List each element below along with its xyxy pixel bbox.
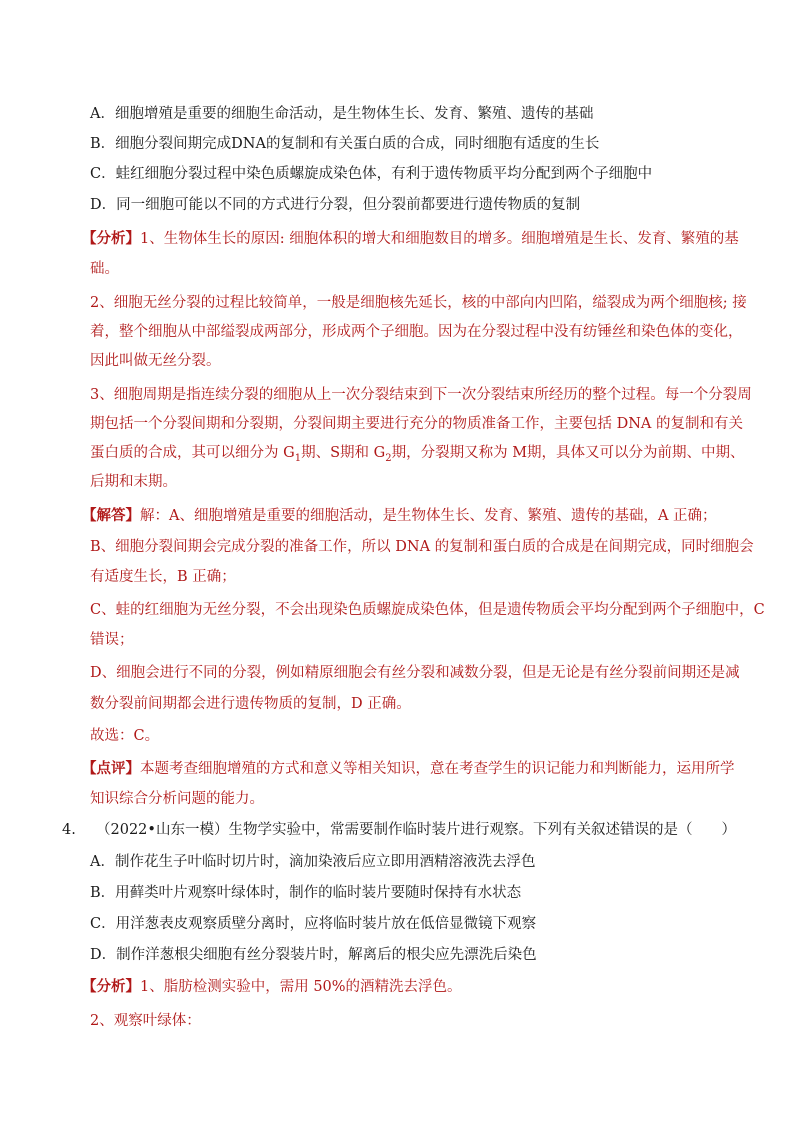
analysis-tag: 【分析】: [82, 978, 140, 995]
analysis-text: 1、脂肪检测实验中，需用 50%的酒精洗去浮色。: [140, 979, 462, 995]
answer-line: D、细胞会进行不同的分裂，例如精原细胞会有丝分裂和减数分裂，但是无论是有丝分裂前间期还是减: [90, 665, 740, 681]
text-span: 期、S期和 G: [301, 445, 386, 461]
analysis-2-paragraph: [82, 977, 742, 997]
prev-option-a: A．细胞增殖是重要的细胞生命活动，是生物体生长、发育、繁殖、遗传的基础: [90, 106, 594, 122]
text-span: 蛋白质的合成，其可以细分为 G: [90, 445, 295, 461]
analysis-line: 后期和末期。: [90, 474, 177, 490]
answer-text: 解：A、细胞增殖是重要的细胞活动，是生物体生长、发育、繁殖、遗传的基础，A 正确；: [140, 508, 717, 524]
question-option-a: A．制作花生子叶临时切片时，滴加染液后应立即用酒精溶液洗去浮色: [90, 854, 536, 870]
analysis-tag: 【分析】: [82, 230, 140, 247]
question-option-d: D．制作洋葱根尖细胞有丝分裂装片时，解离后的根尖应先漂洗后染色: [90, 947, 537, 963]
analysis-line: 2、观察叶绿体：: [90, 1013, 201, 1029]
question-stem: （2022•山东一模）生物学实验中，常需要制作临时装片进行观察。下列有关叙述错误的是（ ）: [96, 822, 736, 838]
prev-option-d: D．同一细胞可能以不同的方式进行分裂，但分裂前都要进行遗传物质的复制: [90, 197, 581, 213]
answer-choice: 故选：C。: [90, 728, 160, 744]
answer-tag: 【解答】: [82, 507, 140, 524]
answer-line: 有适度生长，B 正确；: [90, 569, 236, 585]
subscript: 1: [294, 452, 302, 464]
analysis-line: 础。: [90, 261, 119, 277]
analysis-paragraph-1: [82, 229, 742, 249]
question-option-b: B．用藓类叶片观察叶绿体时，制作的临时装片要随时保持有水状态: [90, 885, 522, 901]
question-option-c: C．用洋葱表皮观察质壁分离时，应将临时装片放在低倍显微镜下观察: [90, 916, 537, 932]
answer-paragraph: [82, 506, 742, 526]
prev-option-b: B．细胞分裂间期完成DNA的复制和有关蛋白质的合成，同时细胞有适度的生长: [90, 136, 600, 152]
comment-line: 知识综合分析问题的能力。: [90, 791, 264, 807]
comment-paragraph: [82, 759, 742, 779]
subscript: 2: [385, 452, 392, 464]
answer-line: C、蛙的红细胞为无丝分裂，不会出现染色质螺旋成染色体，但是遗传物质会平均分配到两个子细胞中，C: [90, 602, 765, 618]
analysis-line: 着，整个细胞从中部缢裂成两部分，形成两个子细胞。因为在分裂过程中没有纺锤丝和染色体的变化，: [90, 324, 743, 340]
answer-line: 数分裂前间期都会进行遗传物质的复制，D 正确。: [90, 696, 411, 712]
analysis-line: 因此叫做无丝分裂。: [90, 353, 221, 369]
question-number: 4.: [62, 822, 76, 838]
comment-tag: 【点评】: [82, 760, 140, 777]
analysis-line: 2、细胞无丝分裂的过程比较简单，一般是细胞核先延长，核的中部向内凹陷，缢裂成为两个细胞核; 接: [90, 295, 747, 311]
analysis-line: 3、细胞周期是指连续分裂的细胞从上一次分裂结束到下一次分裂结束所经历的整个过程。每一个分裂周: [90, 387, 752, 403]
analysis-line: 期包括一个分裂间期和分裂期，分裂间期主要进行充分的物质准备工作，主要包括 DNA 的复制和有关: [90, 416, 743, 432]
answer-line: B、细胞分裂间期会完成分裂的准备工作，所以 DNA 的复制和蛋白质的合成是在间期完成，同时细胞会: [90, 539, 754, 555]
analysis-text: 1、生物体生长的原因: 细胞体积的增大和细胞数目的增多。细胞增殖是生长、发育、繁殖的基: [140, 231, 739, 247]
text-span: 期，分裂期又称为 M期，具体又可以分为前期、中期、: [391, 445, 745, 461]
analysis-line-with-subscripts: [90, 443, 750, 463]
answer-line: 错误；: [90, 632, 134, 648]
prev-option-c: C．蛙红细胞分裂过程中染色质螺旋成染色体，有利于遗传物质平均分配到两个子细胞中: [90, 166, 653, 182]
comment-text: 本题考查细胞增殖的方式和意义等相关知识，意在考查学生的识记能力和判断能力，运用所学: [140, 761, 735, 777]
